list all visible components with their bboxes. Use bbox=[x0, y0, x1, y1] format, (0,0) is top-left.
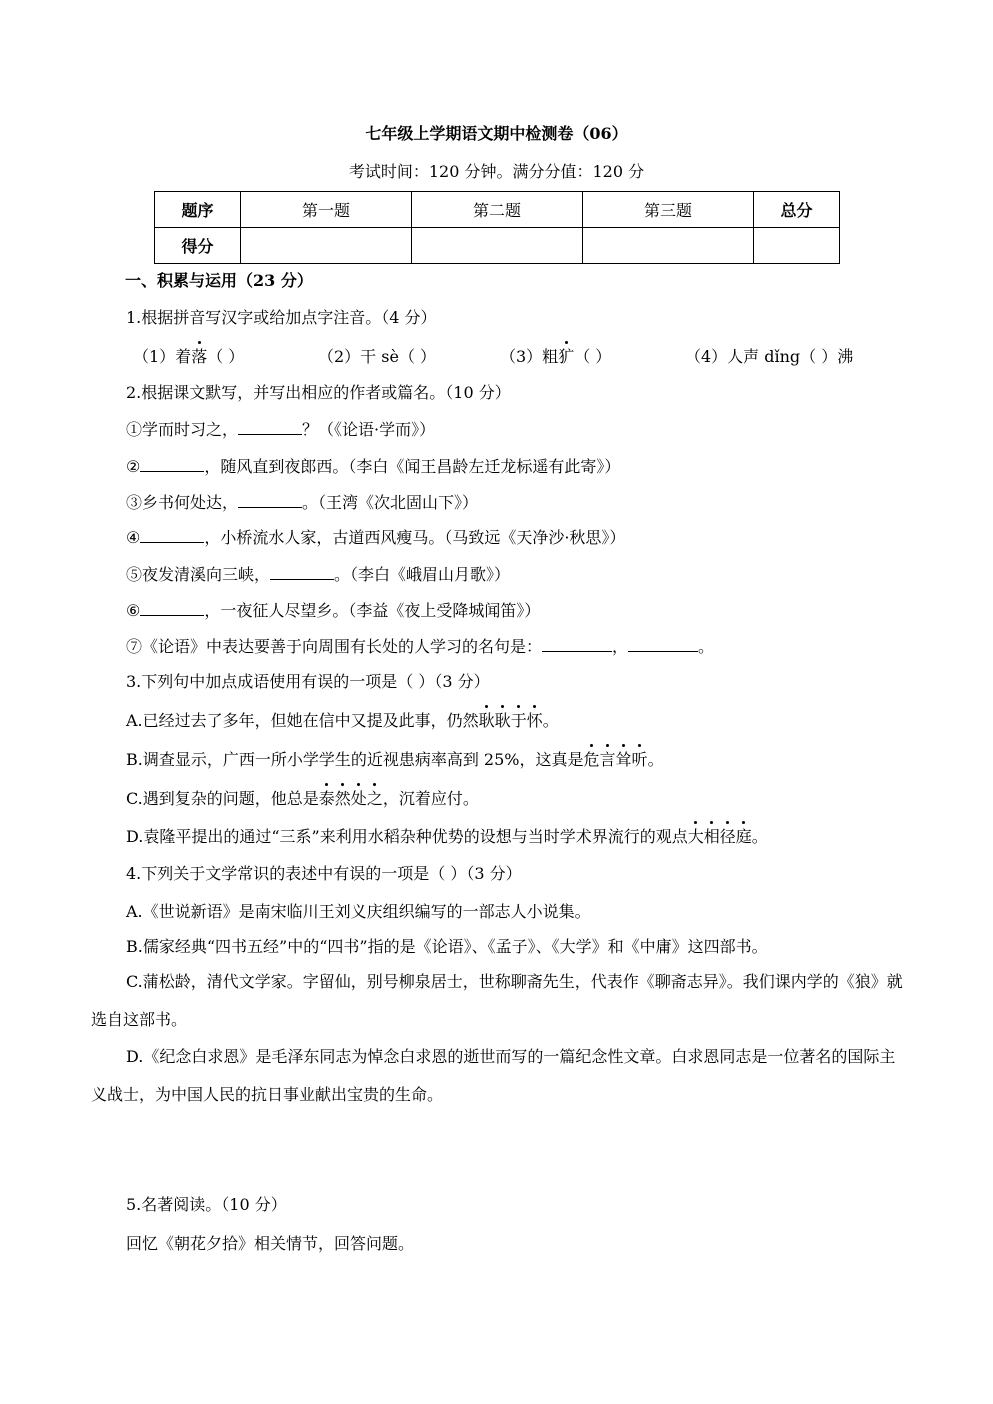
row-label: 得分 bbox=[155, 228, 241, 264]
page-title: 七年级上学期语文期中检测卷（06） bbox=[365, 124, 628, 143]
dotted-idiom: 危言耸听 bbox=[584, 750, 648, 769]
answer-blank[interactable] bbox=[270, 565, 334, 580]
score-table-score-row bbox=[155, 228, 840, 264]
q5-instruction: 回忆《朝花夕拾》相关情节，回答问题。 bbox=[126, 1234, 415, 1253]
header-cell: 总分 bbox=[754, 192, 840, 228]
score-table bbox=[154, 191, 840, 264]
question-5-stem: 5.名著阅读。（10 分） bbox=[126, 1195, 287, 1214]
section-heading: 一、积累与运用（23 分） bbox=[125, 271, 313, 290]
header-cell: 题序 bbox=[155, 192, 241, 228]
q2-line-4: ④ ，小桥流水人家，古道西风瘦马。（马致远《天净沙·秋思》） bbox=[126, 528, 626, 547]
answer-blank[interactable] bbox=[238, 420, 302, 435]
q4-option-a: A.《世说新语》是南宋临川王刘义庆组织编写的一部志人小说集。 bbox=[126, 902, 591, 921]
answer-blank[interactable] bbox=[140, 528, 204, 543]
question-4-stem: 4.下列关于文学常识的表述中有误的一项是（ ）（3 分） bbox=[126, 864, 522, 883]
score-cell[interactable] bbox=[583, 228, 754, 264]
answer-blank[interactable] bbox=[140, 601, 204, 616]
question-1-stem: 1.根据拼音写汉字或给加点字注音。（4 分） bbox=[126, 308, 437, 327]
q2-line-3: ③乡书何处达， 。（王湾《次北固山下》） bbox=[126, 493, 479, 512]
q3-option-b: B.调查显示，广西一所小学学生的近视患病率高到 25%，这真是危言耸听。 bbox=[126, 747, 664, 770]
q1-item-3: （3）粗犷（ ） bbox=[500, 344, 611, 367]
answer-blank[interactable] bbox=[140, 457, 204, 472]
q1-item-4: （4）人声 dǐng（ ）沸 bbox=[685, 347, 854, 366]
dotted-idiom: 大相径庭 bbox=[688, 827, 752, 846]
score-table-header-row bbox=[155, 192, 840, 228]
q2-line-1: ①学而时习之， ？（《论语·学而》） bbox=[126, 420, 436, 439]
q4-option-c: C.蒲松龄，清代文学家。字留仙，别号柳泉居士，世称聊斋先生，代表作《聊斋志异》。我们课内学的《狼》就选自这部书。 bbox=[91, 972, 903, 1029]
answer-blank[interactable] bbox=[238, 493, 302, 508]
score-cell[interactable] bbox=[241, 228, 412, 264]
answer-blank[interactable] bbox=[628, 637, 698, 652]
score-cell[interactable] bbox=[412, 228, 583, 264]
dotted-idiom: 泰然处之 bbox=[319, 789, 383, 808]
q1-item-2: （2）干 sè（ ） bbox=[318, 347, 437, 366]
q1-item-1: （1）着落（ ） bbox=[133, 344, 244, 367]
q2-line-2: ② ，随风直到夜郎西。（李白《闻王昌龄左迁龙标遥有此寄》） bbox=[126, 457, 621, 476]
exam-info: 考试时间：120 分钟。满分分值：120 分 bbox=[348, 162, 645, 181]
q2-line-7: ⑦《论语》中表达要善于向周围有长处的人学习的名句是： ， 。 bbox=[126, 637, 715, 656]
answer-blank[interactable] bbox=[542, 637, 612, 652]
q2-line-6: ⑥ ，一夜征人尽望乡。（李益《夜上受降城闻笛》） bbox=[126, 601, 541, 620]
question-3-stem: 3.下列句中加点成语使用有误的一项是（ ）（3 分） bbox=[126, 672, 490, 691]
q3-option-a: A.已经过去了多年，但她在信中又提及此事，仍然耿耿于怀。 bbox=[126, 708, 559, 731]
question-2-stem: 2.根据课文默写，并写出相应的作者或篇名。（10 分） bbox=[126, 383, 511, 402]
header-cell: 第三题 bbox=[583, 192, 754, 228]
q3-option-d: D.袁隆平提出的通过“三系”来利用水稻杂种优势的设想与当时学术界流行的观点大相径庭。 bbox=[126, 824, 768, 847]
dotted-idiom: 耿耿于怀 bbox=[479, 711, 543, 730]
header-cell: 第二题 bbox=[412, 192, 583, 228]
q3-option-c: C.遇到复杂的问题，他总是泰然处之，沉着应付。 bbox=[126, 786, 479, 809]
q4-option-d: D.《纪念白求恩》是毛泽东同志为悼念白求恩的逝世而写的一篇纪念性文章。白求恩同志是一位著名的国际主义战士，为中国人民的抗日事业献出宝贵的生命。 bbox=[91, 1047, 896, 1104]
q4-option-b: B.儒家经典“四书五经”中的“四书”指的是《论语》、《孟子》、《大学》和《中庸》这四部书。 bbox=[126, 937, 768, 956]
q2-line-5: ⑤夜发清溪向三峡， 。（李白《峨眉山月歌》） bbox=[126, 565, 511, 584]
score-cell[interactable] bbox=[754, 228, 840, 264]
header-cell: 第一题 bbox=[241, 192, 412, 228]
